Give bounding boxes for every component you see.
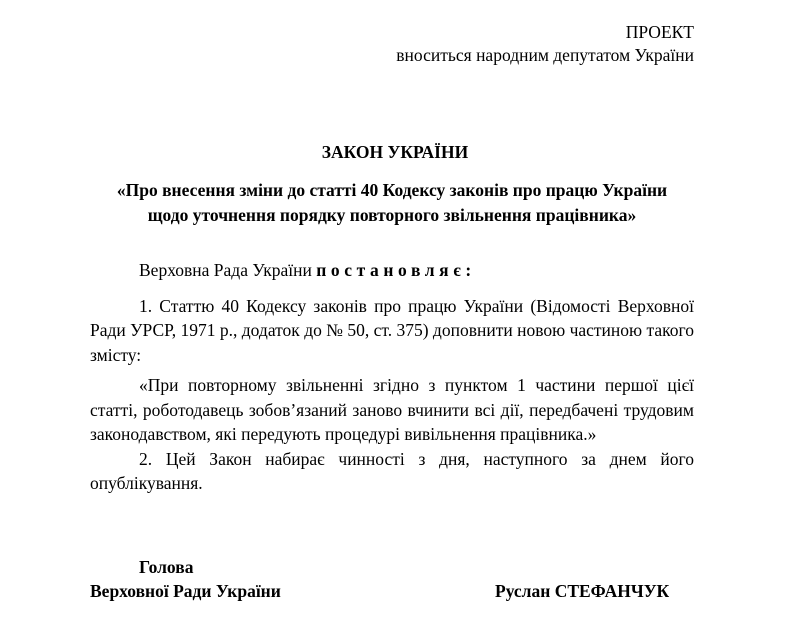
signature-name: Руслан СТЕФАНЧУК [495, 581, 670, 601]
draft-header [396, 21, 694, 67]
law-subtitle-line-2: щодо уточнення порядку повторного звільнення працівника» [147, 205, 637, 225]
signature-position-line-1: Голова [139, 557, 194, 577]
preamble-resolves: постановляє: [316, 260, 476, 280]
law-subtitle [90, 178, 694, 228]
draft-label: ПРОЕКТ [625, 22, 694, 42]
signature-position-line-2: Верховної Ради України [90, 581, 281, 601]
item-2: 2. Цей Закон набирає чинності з дня, наступного за днем його опублікування. [90, 448, 694, 493]
submitted-by-note: вноситься народним депутатом України [396, 45, 694, 65]
law-body [90, 258, 694, 496]
item-1-quote: «При повторному звільненні згідно з пунктом 1 частини першої цієї статті, роботодавець зобов’язаний заново вчинити всі дії, передбачені трудовим законодавством, які передують процедурі вивільнення працівника.» [90, 375, 694, 444]
item-1: 1. Статтю 40 Кодексу законів про працю України (Відомості Верховної Ради УРСР, 1971 р., додаток до № 50, ст. 375) доповнити новою частиною такого змісту: [90, 295, 694, 365]
law-subtitle-line-1: «Про внесення зміни до статті 40 Кодексу законів про працю України [116, 180, 668, 200]
preamble [90, 258, 694, 283]
law-title: ЗАКОН УКРАЇНИ [321, 142, 469, 162]
preamble-lead: Верховна Рада України [139, 260, 317, 280]
signature-position [90, 555, 281, 603]
